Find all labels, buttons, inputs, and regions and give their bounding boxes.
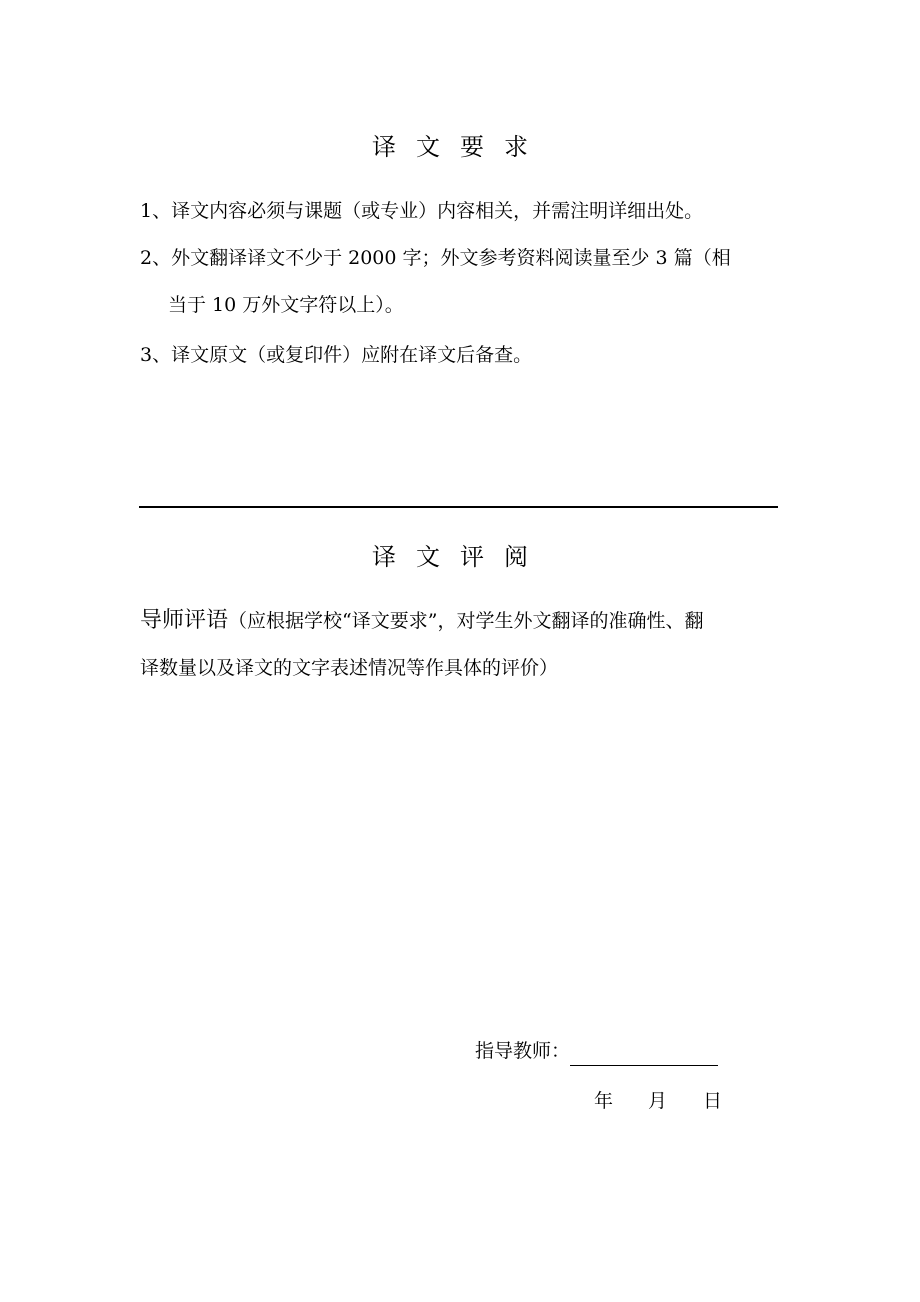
requirements-title: 译文要求: [372, 133, 548, 161]
date-year: 年: [594, 1090, 614, 1112]
advisor-signature: [475, 1036, 718, 1066]
requirement-item-2-continued: 当于 10 万外文字符以上）。: [168, 294, 404, 316]
requirement-item-1: 1、译文内容必须与课题（或专业）内容相关，并需注明详细出处。: [140, 200, 704, 222]
requirement-item-3: 3、译文原文（或复印件）应附在译文后备查。: [140, 344, 533, 366]
advisor-comment-label: 导师评语: [140, 608, 229, 633]
section-divider: [139, 506, 778, 508]
date-month: 月: [648, 1090, 668, 1112]
review-comment-line-1: [140, 606, 790, 636]
date-day: 日: [703, 1090, 723, 1112]
review-hint-1: （应根据学校“译文要求”，对学生外文翻译的准确性、翻: [228, 610, 704, 632]
signature-line: [570, 1043, 718, 1066]
review-title: 译文评阅: [372, 543, 548, 571]
advisor-signature-label: 指导教师：: [475, 1040, 571, 1062]
requirement-item-2: 2、外文翻译译文不少于 2000 字；外文参考资料阅读量至少 3 篇（相: [140, 247, 731, 269]
review-comment-line-2: 译数量以及译文的文字表述情况等作具体的评价）: [140, 657, 559, 679]
